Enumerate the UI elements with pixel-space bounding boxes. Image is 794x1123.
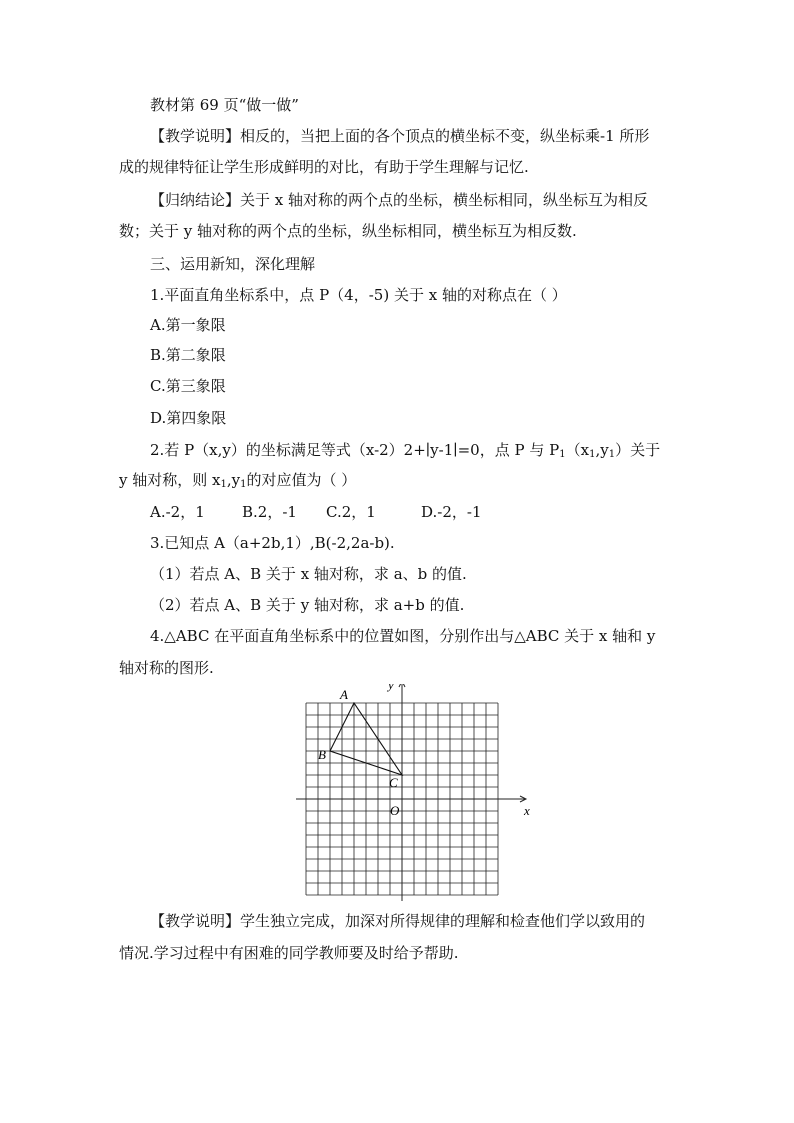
question-2-cont [119, 470, 356, 490]
q2-text: ,y [226, 471, 241, 489]
q2-text: 的对应值为（ ） [246, 471, 357, 489]
text-line: 教材第 69 页“做一做” [150, 96, 299, 114]
question-1: 1.平面直角坐标系中，点 P（4，-5) 关于 x 轴的对称点在（ ） [150, 286, 567, 304]
text-line: 情况.学习过程中有困难的同学教师要及时给予帮助. [119, 944, 459, 962]
coordinate-grid-figure [294, 684, 534, 904]
subscript: 1 [589, 449, 596, 460]
x-axis-label: x [524, 803, 530, 818]
question-2 [150, 440, 660, 460]
subscript: 1 [220, 479, 227, 490]
option-d: D.-2，-1 [421, 503, 482, 521]
point-label-c: C [389, 775, 398, 790]
axes [296, 684, 526, 901]
option-a: A.第一象限 [150, 316, 226, 334]
subscript: 1 [559, 449, 566, 460]
option-d: D.第四象限 [150, 409, 227, 427]
option-b: B.第二象限 [150, 346, 226, 364]
subscript: 1 [608, 449, 616, 460]
q2-text: 2.若 P（x,y）的坐标满足等式（x-2）2+∣y-1∣=0，点 P 与 P [150, 441, 560, 459]
option-c: C.第三象限 [150, 377, 226, 395]
option-b: B.2，-1 [242, 503, 297, 521]
text-line: 成的规律特征让学生形成鲜明的对比，有助于学生理解与记忆. [119, 158, 529, 176]
q2-text: y 轴对称，则 x [119, 471, 221, 489]
option-a: A.-2，1 [150, 503, 205, 521]
subscript: 1 [240, 479, 247, 490]
question-4: 4.△ABC 在平面直角坐标系中的位置如图，分别作出与△ABC 关于 x 轴和 y [150, 627, 656, 645]
option-c: C.2，1 [326, 503, 376, 521]
text-line: 数；关于 y 轴对称的两个点的坐标，纵坐标相同，横坐标互为相反数. [119, 222, 577, 240]
point-label-b: B [318, 747, 326, 762]
question-3-part-2: （2）若点 A、B 关于 y 轴对称，求 a+b 的值. [150, 596, 465, 614]
q2-text: ）关于 [615, 441, 661, 459]
point-label-a: A [340, 687, 348, 702]
text-line: 【归纳结论】关于 x 轴对称的两个点的坐标，横坐标相同，纵坐标互为相反 [150, 191, 648, 209]
question-2-options [150, 502, 501, 522]
q2-text: （x [565, 441, 590, 459]
question-4-cont: 轴对称的图形. [119, 659, 214, 677]
origin-label: O [390, 803, 400, 818]
text-line: 【教学说明】学生独立完成，加深对所得规律的理解和检查他们学以致用的 [150, 912, 646, 930]
text-line: 【教学说明】相反的，当把上面的各个顶点的横坐标不变，纵坐标乘-1 所形 [150, 127, 650, 145]
question-3-part-1: （1）若点 A、B 关于 x 轴对称，求 a、b 的值. [150, 565, 467, 583]
y-axis-label: y [388, 684, 394, 692]
question-3: 3.已知点 A（a+2b,1）,B(-2,2a-b). [150, 534, 395, 552]
section-heading: 三、运用新知，深化理解 [150, 255, 316, 273]
q2-text: ,y [595, 441, 609, 459]
